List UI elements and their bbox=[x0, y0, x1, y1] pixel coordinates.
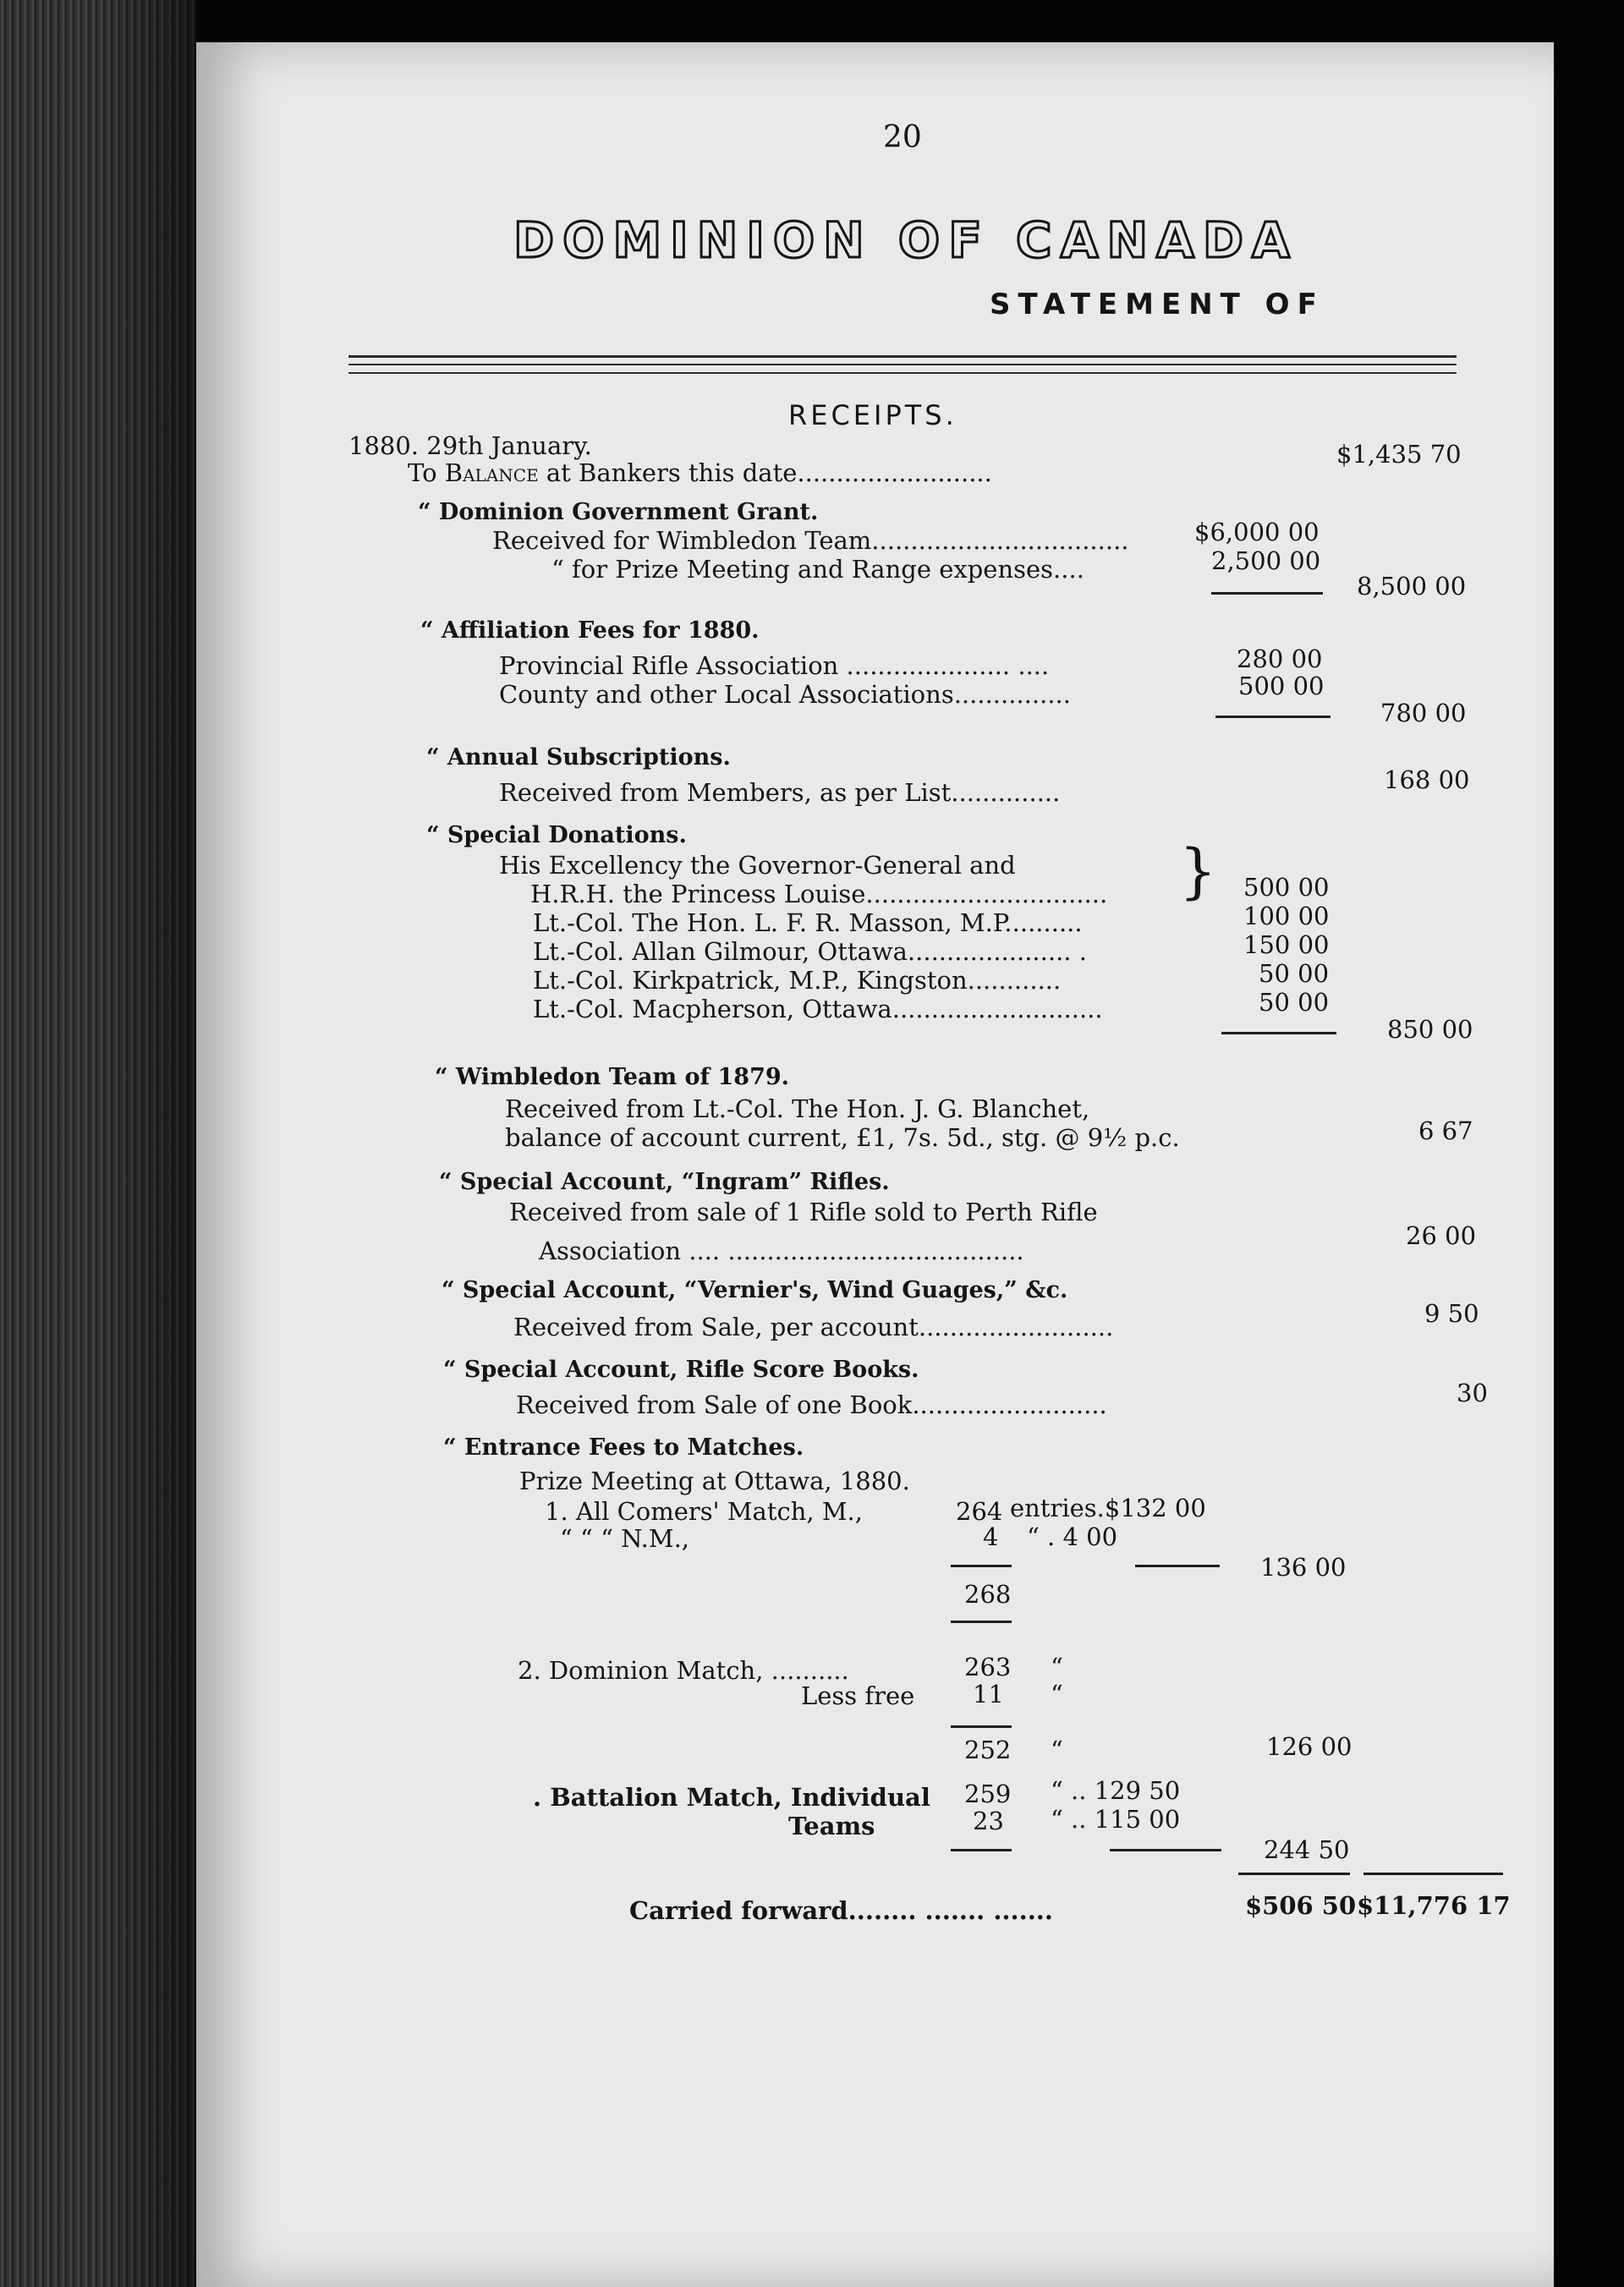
match3-label: . Battalion Match, Individual bbox=[533, 1783, 930, 1812]
donations-total: 850 00 bbox=[1387, 1015, 1473, 1044]
match1-amount: entries.$132 00 bbox=[1010, 1494, 1206, 1522]
wimbledon-total: 6 67 bbox=[1418, 1116, 1473, 1145]
match1-total: 136 00 bbox=[1260, 1553, 1347, 1582]
grant-line1-amount: $6,000 00 bbox=[1194, 518, 1320, 546]
opening-date: 1880. 29th January. bbox=[348, 431, 592, 460]
opening-total: $1,435 70 bbox=[1336, 440, 1462, 469]
subscriptions-line1: Received from Members, as per List.............. bbox=[499, 778, 1061, 807]
match1b-label: “ “ “ N.M., bbox=[560, 1524, 690, 1553]
entrance-underline bbox=[1238, 1873, 1350, 1875]
scorebooks-heading: “ Special Account, Rifle Score Books. bbox=[443, 1357, 919, 1383]
grant-underline bbox=[1211, 592, 1323, 595]
match1-amount-underline bbox=[1135, 1565, 1220, 1567]
ingram-line1: Received from sale of 1 Rifle sold to Perth Rifle bbox=[509, 1198, 1098, 1226]
match1-total-entries-underline bbox=[951, 1621, 1012, 1623]
donations-line1a: His Excellency the Governor-General and bbox=[499, 851, 1016, 880]
entrance-sub: Prize Meeting at Ottawa, 1880. bbox=[519, 1467, 910, 1495]
donations-line2-label: Lt.-Col. The Hon. L. F. R. Masson, M.P.......... bbox=[533, 908, 1083, 937]
vernier-total: 9 50 bbox=[1424, 1299, 1479, 1328]
affiliation-line2-label: County and other Local Associations............... bbox=[499, 680, 1071, 709]
page-subtitle: STATEMENT OF bbox=[990, 288, 1325, 321]
match3-entries: 259 bbox=[964, 1780, 1012, 1808]
scorebooks-line1: Received from Sale of one Book......................... bbox=[516, 1390, 1107, 1419]
affiliation-line1-amount: 280 00 bbox=[1237, 644, 1323, 673]
match1-label: 1. All Comers' Match, M., bbox=[545, 1497, 863, 1526]
match2-label: 2. Dominion Match, .......... bbox=[518, 1656, 849, 1685]
match3b-amount: “ .. 115 00 bbox=[1051, 1805, 1181, 1834]
affiliation-line1-label: Provincial Rifle Association ..................... .... bbox=[499, 651, 1050, 680]
match3-amount: “ .. 129 50 bbox=[1051, 1776, 1181, 1805]
match2-net-entries: 252 bbox=[964, 1736, 1012, 1764]
match3-entries-underline bbox=[951, 1849, 1012, 1851]
match2-underline bbox=[951, 1725, 1012, 1728]
opening-label: To Balance at Bankers this date......................... bbox=[408, 458, 992, 487]
match1-entries: 264 bbox=[956, 1497, 1003, 1526]
wimbledon-line2: balance of account current, £1, 7s. 5d., stg. @ 9½ p.c. bbox=[505, 1123, 1180, 1152]
donations-line1-amount: 500 00 bbox=[1243, 873, 1330, 902]
match2-net-ditto: “ bbox=[1051, 1736, 1063, 1764]
match2-ditto: “ bbox=[1051, 1653, 1063, 1681]
donations-line3-label: Lt.-Col. Allan Gilmour, Ottawa..................... . bbox=[533, 937, 1087, 966]
grant-line2-amount: 2,500 00 bbox=[1211, 546, 1321, 575]
donations-line5-amount: 50 00 bbox=[1259, 988, 1330, 1017]
subscriptions-heading: “ Annual Subscriptions. bbox=[426, 744, 731, 771]
ingram-total: 26 00 bbox=[1406, 1221, 1477, 1250]
donations-line2-amount: 100 00 bbox=[1243, 902, 1330, 930]
subscriptions-total: 168 00 bbox=[1384, 765, 1470, 794]
ingram-heading: “ Special Account, “Ingram” Rifles. bbox=[439, 1169, 890, 1195]
grant-line2-label: “ for Prize Meeting and Range expenses.... bbox=[551, 555, 1084, 584]
scorebooks-total: 30 bbox=[1457, 1379, 1488, 1407]
carried-forward-subtotal: $506 50 bbox=[1245, 1891, 1357, 1920]
header-rule-bottom bbox=[348, 372, 1457, 374]
affiliation-total: 780 00 bbox=[1380, 699, 1467, 727]
wimbledon-heading: “ Wimbledon Team of 1879. bbox=[435, 1064, 790, 1090]
scan-border-right bbox=[1554, 0, 1624, 2287]
grant-heading: “ Dominion Government Grant. bbox=[418, 499, 819, 525]
match3-amount-underline bbox=[1110, 1849, 1221, 1851]
vernier-line1: Received from Sale, per account......................... bbox=[513, 1313, 1114, 1341]
ledger-page bbox=[196, 42, 1554, 2287]
match1-entries-underline bbox=[951, 1565, 1012, 1567]
match2-less-ditto: “ bbox=[1051, 1680, 1063, 1708]
affiliation-line2-amount: 500 00 bbox=[1238, 672, 1325, 700]
match1-total-entries: 268 bbox=[964, 1580, 1012, 1609]
match2-less-label: Less free bbox=[801, 1681, 915, 1710]
entrance-heading: “ Entrance Fees to Matches. bbox=[443, 1434, 804, 1461]
section-heading: RECEIPTS. bbox=[788, 399, 957, 431]
grant-line1-label: Received for Wimbledon Team................................. bbox=[492, 526, 1129, 555]
vernier-heading: “ Special Account, “Vernier's, Wind Guages,” &c. bbox=[442, 1277, 1068, 1303]
binding-shadow bbox=[102, 0, 196, 2287]
match3b-entries: 23 bbox=[973, 1807, 1004, 1835]
header-rule-mid bbox=[348, 364, 1457, 365]
match2-total: 126 00 bbox=[1266, 1732, 1352, 1761]
match3b-label: Teams bbox=[788, 1812, 875, 1840]
match2-entries: 263 bbox=[964, 1653, 1012, 1681]
brace-icon: } bbox=[1179, 836, 1217, 906]
match3-total: 244 50 bbox=[1264, 1835, 1350, 1864]
donations-line1b: H.R.H. the Princess Louise............................... bbox=[530, 880, 1108, 908]
affiliation-heading: “ Affiliation Fees for 1880. bbox=[420, 617, 760, 644]
donations-line5-label: Lt.-Col. Macpherson, Ottawa........................... bbox=[533, 995, 1103, 1023]
donations-line4-label: Lt.-Col. Kirkpatrick, M.P., Kingston............ bbox=[533, 966, 1062, 995]
page-title: DOMINION OF CANADA bbox=[513, 211, 1298, 269]
match1b-entries: 4 bbox=[983, 1522, 999, 1551]
donations-line3-amount: 150 00 bbox=[1243, 930, 1330, 959]
wimbledon-line1: Received from Lt.-Col. The Hon. J. G. Blanchet, bbox=[505, 1094, 1090, 1123]
header-rule-top bbox=[348, 355, 1457, 358]
grant-total: 8,500 00 bbox=[1357, 572, 1467, 601]
donations-line4-amount: 50 00 bbox=[1259, 959, 1330, 988]
carried-forward-label: Carried forward........ ....... ....... bbox=[629, 1896, 1053, 1925]
match2-less-free: 11 bbox=[973, 1680, 1004, 1708]
carried-forward-total: $11,776 17 bbox=[1357, 1891, 1511, 1920]
donations-heading: “ Special Donations. bbox=[426, 822, 687, 848]
donations-underline bbox=[1221, 1032, 1336, 1034]
ingram-line2: Association .... ...................................... bbox=[539, 1237, 1024, 1265]
match1b-amount: “ . 4 00 bbox=[1027, 1522, 1118, 1551]
affiliation-underline bbox=[1215, 716, 1330, 718]
grand-underline bbox=[1363, 1873, 1503, 1875]
page-number: 20 bbox=[883, 120, 922, 155]
